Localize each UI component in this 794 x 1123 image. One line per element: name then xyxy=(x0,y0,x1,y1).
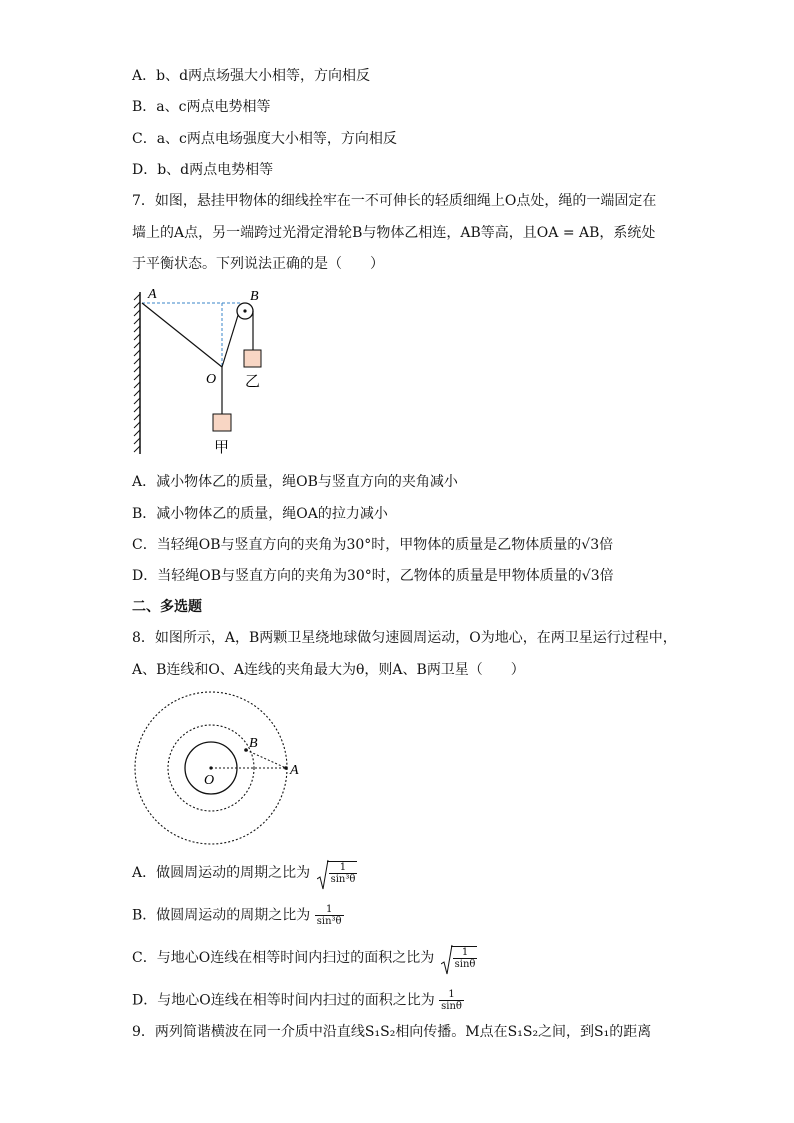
label-b: B xyxy=(250,289,259,304)
q7-stem-line3: 于平衡状态。下列说法正确的是（ ） xyxy=(132,256,384,272)
q6-option-b: B．a、c两点电势相等 xyxy=(132,99,271,115)
q8-option-a: A．做圆周运动的周期之比为 $\frac{1}{\text{sin³θ}}$ xyxy=(132,861,357,885)
q9-stem-line1: 9．两列简谐横波在同一介质中沿直线S₁S₂相向传播。M点在S₁S₂之间，到S₁的距离 xyxy=(132,1024,652,1040)
label-a: A xyxy=(148,287,157,302)
q6-option-c: C．a、c两点电场强度大小相等，方向相反 xyxy=(132,131,397,147)
q8-option-d: D．与地心O连线在相等时间内扫过的面积之比为 $\frac{1}{\sin\theta}$ xyxy=(132,989,462,1012)
label-jia: 甲 xyxy=(214,440,230,456)
label-o: O xyxy=(204,773,215,788)
q7-option-a: A．减小物体乙的质量，绳OB与竖直方向的夹角减小 xyxy=(132,474,458,490)
q8-stem-line2: A、B连线和O、A连线的夹角最大为θ，则A、B两卫星（ ） xyxy=(132,662,525,678)
mass-jia-box xyxy=(213,414,231,431)
mass-yi-box xyxy=(244,350,261,367)
label-b: B xyxy=(249,736,258,751)
q7-option-d: D．当轻绳OB与竖直方向的夹角为30°时，乙物体的质量是甲物体质量的√3倍 xyxy=(132,568,614,584)
q7-option-b: B．减小物体乙的质量，绳OA的拉力减小 xyxy=(132,506,388,522)
section-heading: 二、多选题 xyxy=(132,599,202,615)
label-yi: 乙 xyxy=(245,374,261,390)
satellite-a xyxy=(284,766,288,770)
wall-hatch xyxy=(134,294,140,452)
satellite-b xyxy=(244,748,248,752)
q8-option-b: B．做圆周运动的周期之比为 $\frac{1}{\text{sin³θ}}$ xyxy=(132,904,342,927)
q8-figure xyxy=(128,690,308,850)
line-ab xyxy=(246,750,286,768)
label-o: O xyxy=(206,372,217,387)
q6-option-d: D．b、d两点电势相等 xyxy=(132,162,274,178)
rope-ob xyxy=(222,312,239,367)
q7-stem-line2: 墙上的A点，另一端跨过光滑定滑轮B与物体乙相连，AB等高，且OA = AB，系统处 xyxy=(132,225,656,241)
rope-oa xyxy=(142,303,222,367)
sqrt-c: $\frac{1}{\sin\theta}$ xyxy=(451,946,478,970)
q8-stem-line1: 8．如图所示，A，B两颗卫星绕地球做匀速圆周运动，O为地心，在两卫星运行过程中， xyxy=(132,630,677,646)
q7-figure xyxy=(126,282,276,462)
sqrt-a: $\frac{1}{\text{sin³θ}}$ xyxy=(327,861,358,885)
label-a: A xyxy=(290,763,299,778)
q7-stem-line1: 7．如图，悬挂甲物体的细线拴牢在一不可伸长的轻质细绳上O点处，绳的一端固定在 xyxy=(132,193,657,209)
q8-option-c: C．与地心O连线在相等时间内扫过的面积之比为 $\frac{1}{\sin\theta}$ xyxy=(132,946,477,970)
q7-option-c: C．当轻绳OB与竖直方向的夹角为30°时，甲物体的质量是乙物体质量的√3倍 xyxy=(132,537,614,553)
q6-option-a: A．b、d两点场强大小相等，方向相反 xyxy=(132,68,371,84)
